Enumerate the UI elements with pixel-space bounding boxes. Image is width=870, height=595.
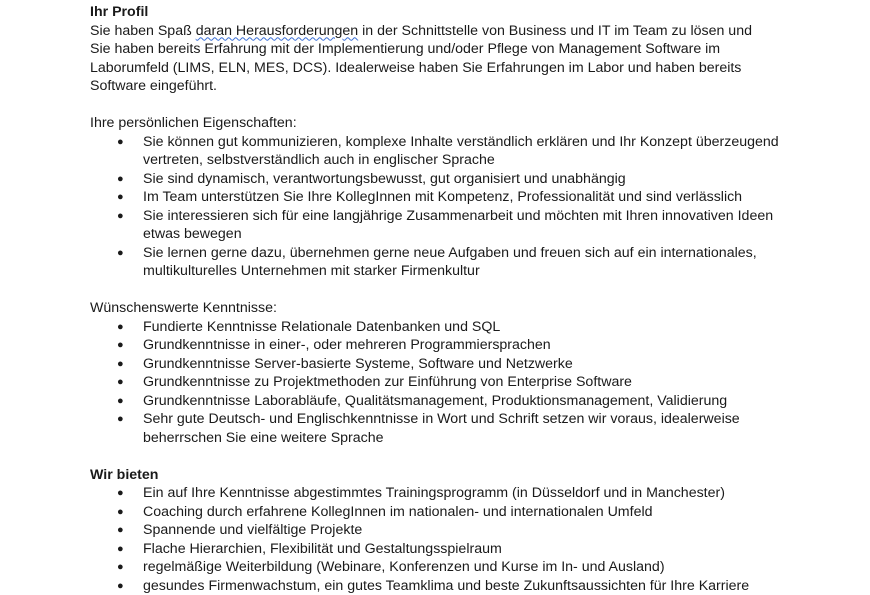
list-item-text: Im Team unterstützen Sie Ihre KollegInnen mit Kompetenz, Professionalität und sind verlässlich <box>143 189 742 205</box>
list-item-text: Grundkenntnisse Laborabläufe, Qualitätsmanagement, Produktionsmanagement, Validierung <box>143 393 727 409</box>
list-item <box>90 244 790 281</box>
list-item-text: Sie können gut kommunizieren, komplexe Inhalte verständlich erklären und Ihr Konzept überzeugend vertreten, selbstverständlich auch in englischer Sprache <box>143 134 779 169</box>
profile-line-1: Sie haben Spaß daran Herausforderungen in der Schnittstelle von Business und IT im Team zu lösen und <box>90 22 790 41</box>
list-item-text: Grundkenntnisse in einer-, oder mehreren Programmiersprachen <box>143 337 551 353</box>
bullet-icon: ● <box>117 503 124 522</box>
list-item <box>90 207 790 244</box>
list-item-text: regelmäßige Weiterbildung (Webinare, Konferenzen und Kurse im In- und Ausland) <box>143 559 665 575</box>
bullet-icon: ● <box>117 521 124 540</box>
profile-heading: Ihr Profil <box>90 3 790 22</box>
list-item-text: Flache Hierarchien, Flexibilität und Gestaltungsspielraum <box>143 541 502 557</box>
list-item-text: Sie interessieren sich für eine langjährige Zusammenarbeit und möchten mit Ihren innovativen Ideen etwas bewegen <box>143 208 773 243</box>
list-item <box>90 410 790 447</box>
list-item <box>90 392 790 411</box>
bullet-icon: ● <box>117 318 124 337</box>
list-item <box>90 355 790 374</box>
spellcheck-underline[interactable]: daran Herausforderungen <box>196 23 358 39</box>
bullet-icon: ● <box>117 392 124 411</box>
skills-heading: Wünschenswerte Kenntnisse: <box>90 299 790 318</box>
profile-line-3: Laborumfeld (LIMS, ELN, MES, DCS). Idealerweise haben Sie Erfahrungen im Labor und haben bereits <box>90 59 790 78</box>
document-body <box>90 3 790 595</box>
list-item <box>90 558 790 577</box>
list-item <box>90 521 790 540</box>
personal-list <box>90 133 790 281</box>
list-item <box>90 503 790 522</box>
bullet-icon: ● <box>117 540 124 559</box>
spacer <box>90 281 790 300</box>
list-item-text: Coaching durch erfahrene KollegInnen im nationalen- und internationalen Umfeld <box>143 504 653 520</box>
list-item <box>90 484 790 503</box>
profile-line-4: Software eingeführt. <box>90 77 790 96</box>
bullet-icon: ● <box>117 188 124 207</box>
bullet-icon: ● <box>117 577 124 595</box>
list-item <box>90 373 790 392</box>
bullet-icon: ● <box>117 373 124 392</box>
list-item-text: Spannende und vielfältige Projekte <box>143 522 362 538</box>
list-item-text: Ein auf Ihre Kenntnisse abgestimmtes Trainingsprogramm (in Düsseldorf und in Manchester) <box>143 485 725 501</box>
list-item <box>90 188 790 207</box>
offer-list <box>90 484 790 595</box>
bullet-icon: ● <box>117 170 124 189</box>
bullet-icon: ● <box>117 484 124 503</box>
list-item-text: Sie lernen gerne dazu, übernehmen gerne neue Aufgaben und freuen sich auf ein internationales, multikulturelles Unternehmen mit starker Firmenkultur <box>143 245 757 280</box>
spacer <box>90 96 790 115</box>
list-item <box>90 133 790 170</box>
list-item <box>90 540 790 559</box>
bullet-icon: ● <box>117 410 124 429</box>
list-item-text: Sie sind dynamisch, verantwortungsbewusst, gut organisiert und unabhängig <box>143 171 626 187</box>
bullet-icon: ● <box>117 244 124 263</box>
list-item-text: Sehr gute Deutsch- und Englischkenntnisse in Wort und Schrift setzen wir voraus, idealerweise beherrschen Sie eine weitere Sprache <box>143 411 740 446</box>
list-item-text: Grundkenntnisse Server-basierte Systeme, Software und Netzwerke <box>143 356 573 372</box>
list-item-text: gesundes Firmenwachstum, ein gutes Teamklima und beste Zukunftsaussichten für Ihre Karriere <box>143 578 749 594</box>
list-item <box>90 318 790 337</box>
personal-heading: Ihre persönlichen Eigenschaften: <box>90 114 790 133</box>
list-item <box>90 170 790 189</box>
bullet-icon: ● <box>117 558 124 577</box>
bullet-icon: ● <box>117 207 124 226</box>
profile-line-2: Sie haben bereits Erfahrung mit der Implementierung und/oder Pflege von Management Software im <box>90 40 790 59</box>
list-item <box>90 336 790 355</box>
spacer <box>90 447 790 466</box>
bullet-icon: ● <box>117 355 124 374</box>
list-item <box>90 577 790 595</box>
offer-heading: Wir bieten <box>90 466 790 485</box>
bullet-icon: ● <box>117 336 124 355</box>
list-item-text: Grundkenntnisse zu Projektmethoden zur Einführung von Enterprise Software <box>143 374 632 390</box>
bullet-icon: ● <box>117 133 124 152</box>
list-item-text: Fundierte Kenntnisse Relationale Datenbanken und SQL <box>143 319 500 335</box>
skills-list <box>90 318 790 448</box>
